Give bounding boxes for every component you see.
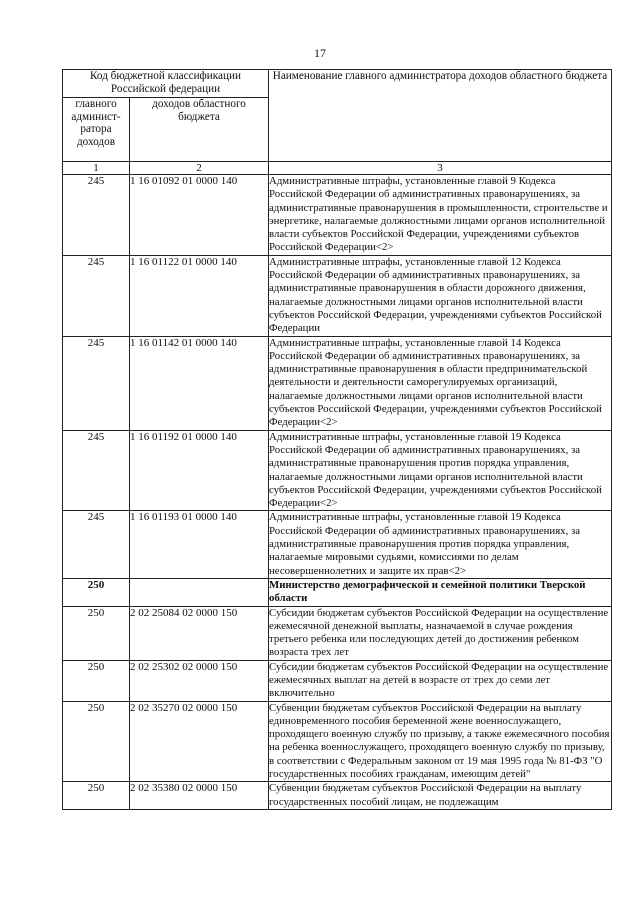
admin-code: 245 xyxy=(63,511,130,578)
header-num-1: 1 xyxy=(63,162,130,175)
income-code: 2 02 35270 02 0000 150 xyxy=(130,701,269,782)
table-row xyxy=(63,782,612,810)
table-row xyxy=(63,255,612,336)
admin-code: 245 xyxy=(63,336,130,430)
income-name: Административные штрафы, установленные главой 14 Кодекса Российской Федерации об административных правонарушениях, за административные правонарушения в области предпринимательской деятельности и деятельности саморегулируемых организаций, налагаемые должностными лицами органов исполнительной власти субъектов Российской Федерации, учреждениями субъектов Российской Федерации<2> xyxy=(269,336,612,430)
table-row xyxy=(63,606,612,660)
income-name: Административные штрафы, установленные главой 12 Кодекса Российской Федерации об административных правонарушениях, за административные правонарушения в области дорожного движения, налагаемые должностными лицами органов исполнительной власти субъектов Российской Федерации, учреждениями субъектов Российской Федерации xyxy=(269,255,612,336)
header-name: Наименование главного администратора доходов областного бюджета xyxy=(269,70,612,162)
income-name: Административные штрафы, установленные главой 9 Кодекса Российской Федерации об административных правонарушениях, за административные правонарушения в промышленности, строительстве и энергетике, налагаемые должностными лицами органов исполнительной власти субъектов Российской Федерации, учреждениями субъектов Российской Федерации<2> xyxy=(269,175,612,256)
income-code: 1 16 01122 01 0000 140 xyxy=(130,255,269,336)
income-name: Административные штрафы, установленные главой 19 Кодекса Российской Федерации об административных правонарушениях, за административные правонарушения против порядка управления, налагаемые должностными лицами органов исполнительной власти субъектов Российской Федерации, учреждениями субъектов Российской Федерации<2> xyxy=(269,430,612,511)
header-classification-group: Код бюджетной классификации Российской федерации xyxy=(63,70,269,98)
income-code: 2 02 25084 02 0000 150 xyxy=(130,606,269,660)
admin-code: 250 xyxy=(63,606,130,660)
ministry-name: Министерство демографической и семейной политики Тверской области xyxy=(269,578,612,606)
ministry-heading-row xyxy=(63,578,612,606)
income-code: 2 02 25302 02 0000 150 xyxy=(130,660,269,701)
table-row xyxy=(63,511,612,578)
table-row xyxy=(63,660,612,701)
admin-code: 245 xyxy=(63,175,130,256)
budget-classification-table xyxy=(62,69,612,810)
income-code: 1 16 01092 01 0000 140 xyxy=(130,175,269,256)
income-name: Административные штрафы, установленные главой 19 Кодекса Российской Федерации об административных правонарушениях, за административные правонарушения против порядка управления, налагаемые мировыми судьями, комиссиями по делам несовершеннолетних и защите их прав<2> xyxy=(269,511,612,578)
table-row xyxy=(63,430,612,511)
income-name: Субсидии бюджетам субъектов Российской Федерации на осуществление ежемесячных выплат на детей в возрасте от трех до семи лет включительно xyxy=(269,660,612,701)
header-code: доходов областного бюджета xyxy=(130,98,269,162)
income-name: Субвенции бюджетам субъектов Российской Федерации на выплату государственных пособий лицам, не подлежащим xyxy=(269,782,612,810)
income-name: Субсидии бюджетам субъектов Российской Федерации на осуществление ежемесячной денежной выплаты, назначаемой в случае рождения третьего ребенка или последующих детей до достижения ребенком возраста трех лет xyxy=(269,606,612,660)
income-code: 1 16 01193 01 0000 140 xyxy=(130,511,269,578)
admin-code: 245 xyxy=(63,430,130,511)
table-row xyxy=(63,701,612,782)
admin-code: 245 xyxy=(63,255,130,336)
admin-code: 250 xyxy=(63,782,130,810)
header-num-2: 2 xyxy=(130,162,269,175)
page-number: 17 xyxy=(314,46,326,60)
admin-code: 250 xyxy=(63,701,130,782)
income-code: 2 02 35380 02 0000 150 xyxy=(130,782,269,810)
income-name: Субвенции бюджетам субъектов Российской Федерации на выплату единовременного пособия беременной жене военнослужащего, проходящего военную службу по призыву, а также ежемесячного пособия на ребенка военнослужащего, проходящего военную службу по призыву, в соответствии с Федеральным законом от 19 мая 1995 года № 81-ФЗ "О государственных пособиях гражданам, имеющим детей" xyxy=(269,701,612,782)
admin-code: 250 xyxy=(63,578,130,606)
income-code xyxy=(130,578,269,606)
admin-code: 250 xyxy=(63,660,130,701)
table-row xyxy=(63,336,612,430)
table-row xyxy=(63,175,612,256)
table-body xyxy=(63,175,612,810)
header-num-3: 3 xyxy=(269,162,612,175)
income-code: 1 16 01192 01 0000 140 xyxy=(130,430,269,511)
income-code: 1 16 01142 01 0000 140 xyxy=(130,336,269,430)
header-admin: главного админист-ратора доходов xyxy=(63,98,130,162)
